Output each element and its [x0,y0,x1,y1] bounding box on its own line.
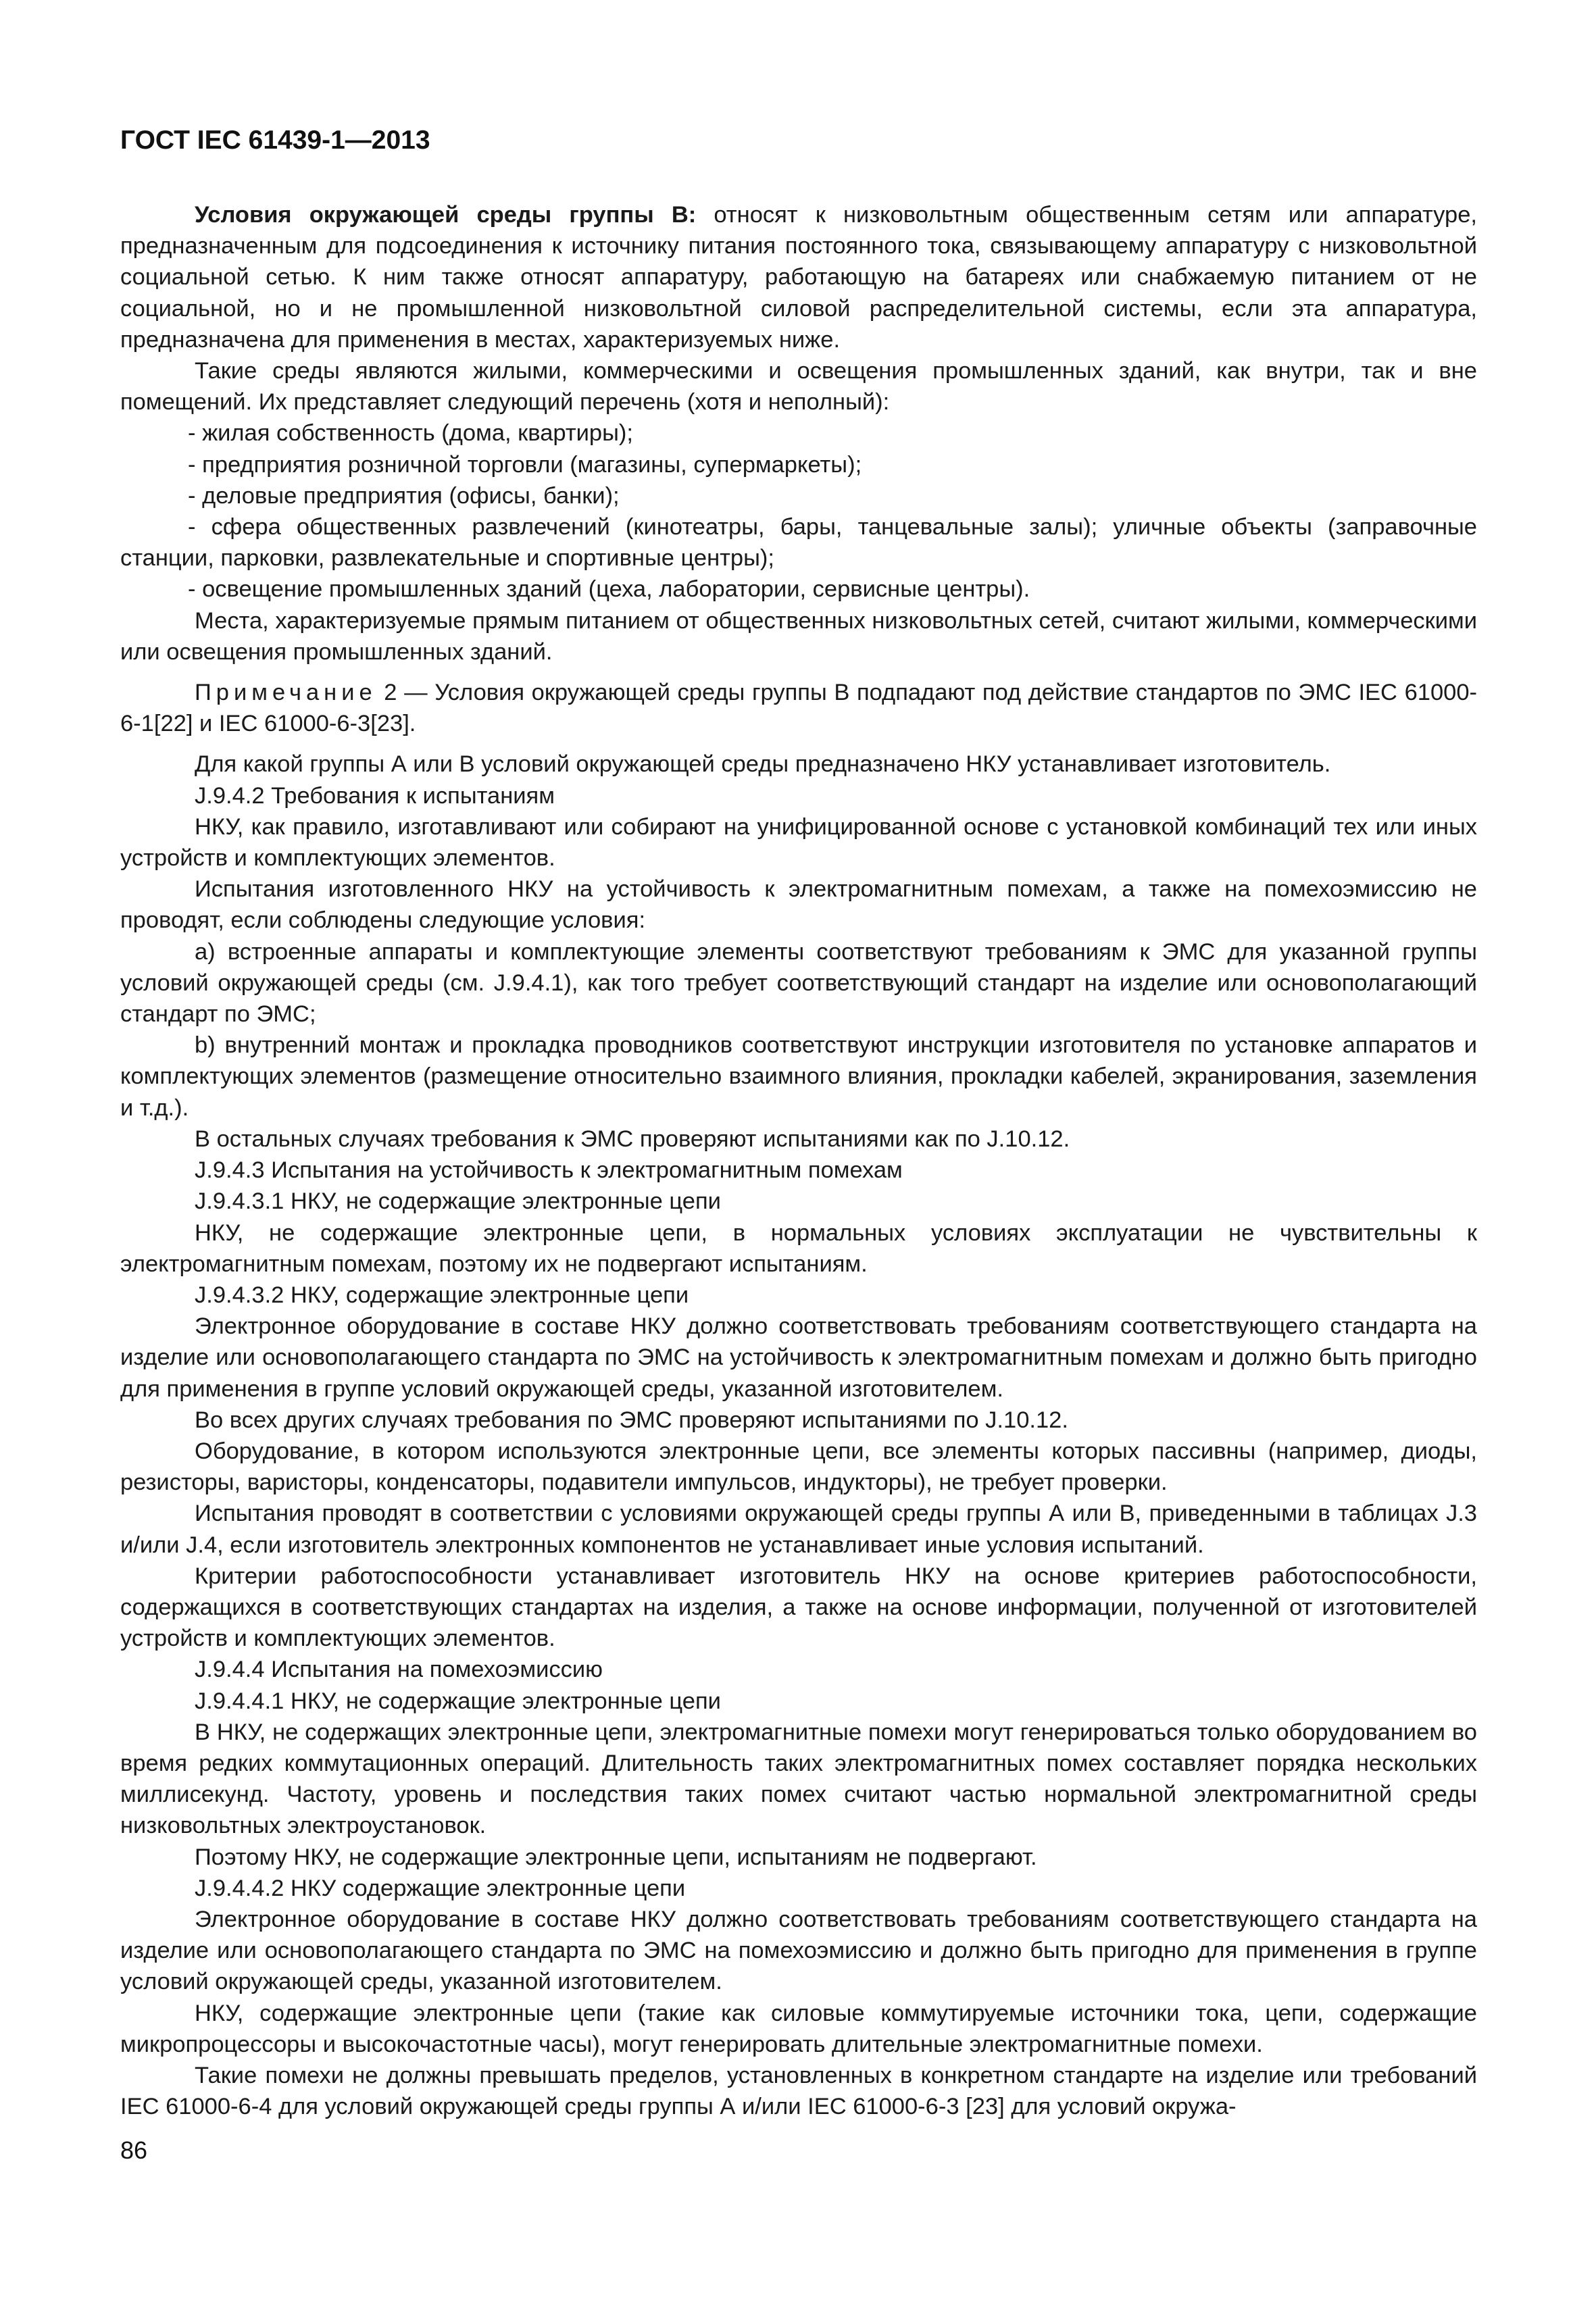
paragraph: Электронное оборудование в составе НКУ должно соответствовать требованиям соответствующего стандарта на изделие или основополагающего стандарта по ЭМС на помехоэмиссию и должно быть пригодно для применения в группе условий окружающей среды, указанной изготовителем. [120,1906,1477,1995]
paragraph: Испытания проводят в соответствии с условиями окружающей среды группы А или В, приведенными в таблицах J.3 и/или J.4, если изготовитель электронных компонентов не устанавливает иные условия испытаний. [120,1501,1477,1558]
section-heading: J.9.4.2 Требования к испытаниям [195,782,555,809]
list-item: - предприятия розничной торговли (магазины, супермаркеты); [188,451,862,478]
paragraph: Испытания изготовленного НКУ на устойчивость к электромагнитным помехам, а также на помехоэмиссию не проводят, если соблюдены следующие условия: [120,876,1477,934]
document-body [120,199,1477,2122]
list-item: - жилая собственность (дома, квартиры); [188,420,633,447]
page-number: 86 [120,2136,148,2164]
paragraph: Такие помехи не должны превышать пределов, установленных в конкретном стандарте на изделие или требований IEC 61000-6-4 для условий окружающей среды группы А и/или IEC 61000-6-3 [23] для условий окружа- [120,2062,1477,2120]
paragraph: НКУ, не содержащие электронные цепи, в нормальных условиях эксплуатации не чувствительны к электромагнитным помехам, поэтому их не подвергают испытаниям. [120,1219,1477,1277]
document-header: ГОСТ IEC 61439-1—2013 [120,126,430,155]
paragraph-lead-bold: Условия окружающей среды группы В: [195,202,697,228]
paragraph: В остальных случаях требования к ЭМС проверяют испытаниями как по J.10.12. [195,1126,1070,1152]
paragraph: Критерии работоспособности устанавливает изготовитель НКУ на основе критериев работоспособности, содержащихся в соответствующих стандартах на изделия, а также на основе информации, полученной от изготовителей устройств и комплектующих элементов. [120,1563,1477,1652]
section-heading: J.9.4.3 Испытания на устойчивость к электромагнитным помехам [195,1157,903,1184]
paragraph: В НКУ, не содержащих электронные цепи, электромагнитные помехи могут генерироваться только оборудованием во время редких коммутационных операций. Длительность таких электромагнитных помех составляет порядка нескольких миллисекунд. Частоту, уровень и последствия таких помех считают частью нормальной электромагнитной среды низковольтных электроустановок. [120,1719,1477,1839]
paragraph: Места, характеризуемые прямым питанием от общественных низковольтных сетей, считают жилыми, коммерческими или освещения промышленных зданий. [120,607,1477,665]
paragraph: Такие среды являются жилыми, коммерческими и освещения промышленных зданий, как внутри, так и вне помещений. Их представляет следующий перечень (хотя и неполный): [120,358,1477,416]
list-item: - сфера общественных развлечений (кинотеатры, бары, танцевальные залы); уличные объекты (заправочные станции, парковки, развлекательные и спортивные центры); [120,514,1477,572]
paragraph-environment-group-b [120,199,1477,355]
note-text: 2 — Условия окружающей среды группы В подпадают под действие стандартов по ЭМС IEC 61000-6-1[22] и IEC 61000-6-3[23]. [120,680,1477,737]
section-heading: J.9.4.4.1 НКУ, не содержащие электронные цепи [195,1688,721,1714]
section-heading: J.9.4.4.2 НКУ содержащие электронные цепи [195,1875,686,1901]
section-heading: J.9.4.3.1 НКУ, не содержащие электронные цепи [195,1188,721,1215]
paragraph: НКУ, содержащие электронные цепи (такие как силовые коммутируемые источники тока, цепи, содержащие микропроцессоры и высокочастотные часы), могут генерировать длительные электромагнитные помехи. [120,2000,1477,2057]
list-item: - деловые предприятия (офисы, банки); [188,482,620,509]
paragraph: Поэтому НКУ, не содержащие электронные цепи, испытаниям не подвергают. [195,1844,1037,1870]
paragraph: Во всех других случаях требования по ЭМС проверяют испытаниями по J.10.12. [195,1407,1068,1433]
list-item: - освещение промышленных зданий (цеха, лаборатории, сервисные центры). [188,576,1030,603]
paragraph: Для какой группы А или В условий окружающей среды предназначено НКУ устанавливает изготовитель. [195,751,1331,778]
note-paragraph [120,677,1477,739]
paragraph: a) встроенные аппараты и комплектующие элементы соответствуют требованиям к ЭМС для указанной группы условий окружающей среды (см. J.9.4.1), как того требует соответствующий стандарт на изделие или основополагающий стандарт по ЭМС; [120,938,1477,1028]
note-label: Примечание [195,680,377,706]
section-heading: J.9.4.4 Испытания на помехоэмиссию [195,1657,603,1683]
paragraph: Оборудование, в котором используются электронные цепи, все элементы которых пассивны (например, диоды, резисторы, варисторы, конденсаторы, подавители импульсов, индукторы), не требует проверки. [120,1438,1477,1496]
paragraph: b) внутренний монтаж и прокладка проводников соответствуют инструкции изготовителя по установке аппаратов и комплектующих элементов (размещение относительно взаимного влияния, прокладки кабелей, экранирования, заземления и т.д.). [120,1032,1477,1121]
paragraph: НКУ, как правило, изготавливают или собирают на унифицированной основе с установкой комбинаций тех или иных устройств и комплектующих элементов. [120,813,1477,872]
paragraph-text: относят к низковольтным общественным сетям или аппаратуре, предназначенным для подсоединения к источнику питания постоянного тока, связывающему аппаратуру с низковольтной социальной сетью. К ним также относят аппаратуру, работающую на батареях или снабжаемую питанием от не социальной, но и не промышленной низковольтной силовой распределительной системы, если эта аппаратура, предназначена для применения в местах, характеризуемых ниже. [120,202,1477,353]
paragraph: Электронное оборудование в составе НКУ должно соответствовать требованиям соответствующего стандарта на изделие или основополагающего стандарта по ЭМС на устойчивость к электромагнитным помехам и должно быть пригодно для применения в группе условий окружающей среды, указанной изготовителем. [120,1313,1477,1402]
section-heading: J.9.4.3.2 НКУ, содержащие электронные цепи [195,1282,689,1308]
